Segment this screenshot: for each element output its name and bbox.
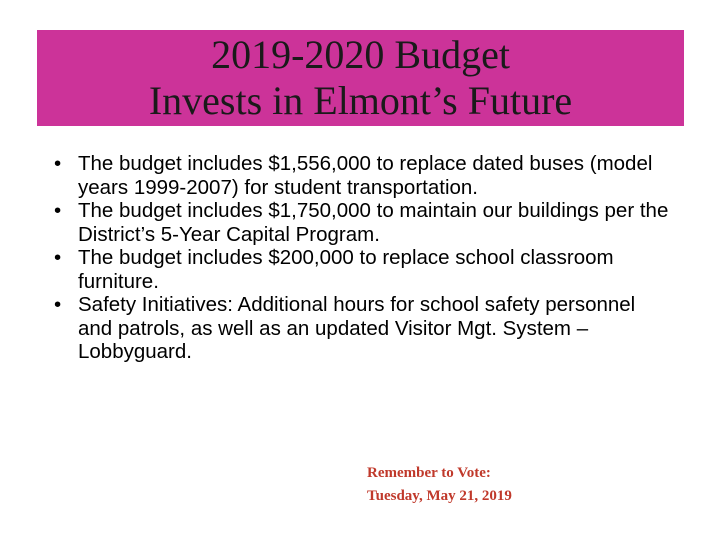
bullet-item bbox=[54, 199, 674, 246]
bullet-icon: • bbox=[54, 246, 62, 269]
bullet-list bbox=[54, 152, 674, 364]
bullet-text: Safety Initiatives: Additional hours for school safety personnel and patrols, as well as an updated Visitor Mgt. System – Lobbyguard. bbox=[78, 293, 636, 363]
title-banner bbox=[37, 30, 684, 126]
title-line-2: Invests in Elmont’s Future bbox=[148, 78, 573, 123]
bullet-item bbox=[54, 293, 674, 364]
bullet-item bbox=[54, 152, 674, 199]
vote-reminder-line-2: Tuesday, May 21, 2019 bbox=[367, 488, 512, 504]
title-line-1: 2019-2020 Budget bbox=[211, 32, 510, 77]
bullet-text: The budget includes $1,750,000 to maintain our buildings per the District’s 5-Year Capital Program. bbox=[78, 199, 669, 246]
bullet-item bbox=[54, 246, 674, 293]
bullet-icon: • bbox=[54, 152, 62, 175]
bullet-text: The budget includes $200,000 to replace school classroom furniture. bbox=[78, 246, 614, 293]
bullet-icon: • bbox=[54, 199, 62, 222]
bullet-text: The budget includes $1,556,000 to replace dated buses (model years 1999-2007) for student transportation. bbox=[78, 152, 653, 199]
bullet-icon: • bbox=[54, 293, 62, 316]
vote-reminder bbox=[367, 462, 512, 508]
vote-reminder-line-1: Remember to Vote: bbox=[367, 465, 491, 481]
